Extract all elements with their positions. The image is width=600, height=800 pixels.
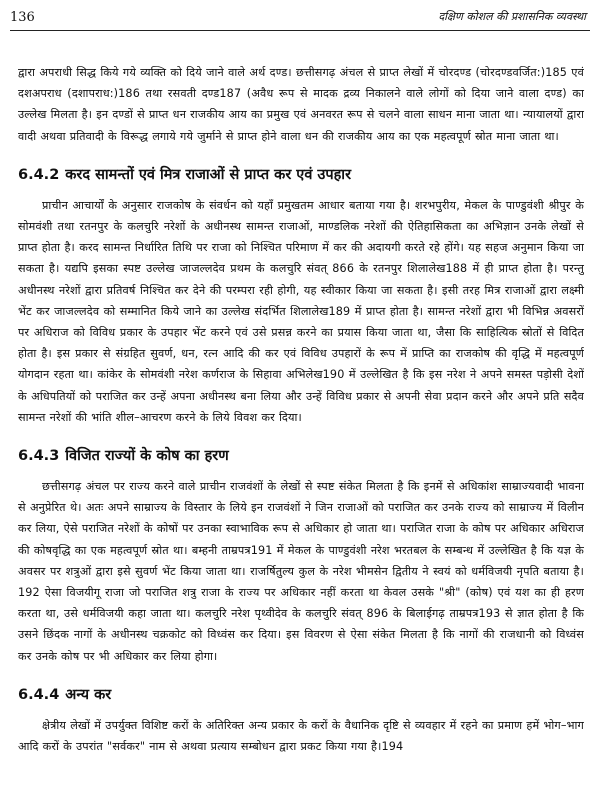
- section-heading-6-4-4: [18, 685, 584, 705]
- section-heading-6-4-3: [18, 446, 584, 466]
- running-title: दक्षिण कोशल की प्रशासनिक व्यवस्था: [438, 10, 586, 23]
- page-body: [18, 62, 584, 769]
- paragraph-other-taxes: क्षेत्रीय लेखों में उपर्युक्त विशिष्ट करों के अतिरिक्त अन्य प्रकार के करों के वैधानिक दृष्टि से व्यवहार में रहने का प्रमाण हमें भोग–भाग आदि करों के उपरांत "सर्वकर" नाम से अथवा प्रत्याय सम्बोधन द्वारा प्रकट किया गया है।194: [18, 718, 584, 754]
- paragraph-fines: द्वारा अपराधी सिद्ध किये गये व्यक्ति को दिये जाने वाले अर्थ दण्ड। छत्तीसगढ़ अंचल से प्राप्त लेखों में चोरदण्ड (चोरदण्डवर्जित:)185 एवं दशअपराध (दशापराध:)186 तथा रसवती दण्ड187 (अवैध रूप से मादक द्रव्य निकालने वाले लोगों को दिया जाने वाला दण्ड) का उल्लेख मिलता है। इन दण्डों से प्राप्त धन राजकीय आय का प्रमुख एवं अनवरत रूप से चलने वाला साधन माना जाता था। न्यायालयों द्वारा वादी अथवा प्रतिवादी के विरूद्ध लगाये गये जुर्माने से प्राप्त होने वाला धन की राजकीय आय का एक महत्वपूर्ण स्रोत माना जाता था।: [18, 66, 584, 143]
- section-title: विजित राज्यों के कोष का हरण: [65, 448, 229, 465]
- paragraph-conquered-treasury: छत्तीसगढ़ अंचल पर राज्य करने वाले प्राचीन राजवंशों के लेखों से स्पष्ट संकेत मिलता है कि इनमें से अधिकांश साम्राज्यवादी भावना से अनुप्रेरित थे। अतः अपने साम्राज्य के विस्तार के लिये इन राजवंशों ने जिन राजाओं को पराजित कर उनके राज्य को साम्राज्य में विलीन कर लिया, ऐसे पराजित नरेशों के कोषों पर उनका स्वाभाविक रूप से अधिकार हो जाता था। पराजित राजा के कोष पर अधिकार अधिराज की कोषवृद्धि का एक महत्वपूर्ण स्रोत था। बम्हनी ताम्रपत्र191 में मेकल के पाण्डुवंशी नरेश भरतबल के सम्बन्ध में उल्लेखित है कि यज्ञ के अवसर पर शत्रुओं द्वारा इसे सुवर्ण भेंट किया जाता था। राजर्षितुल्य कुल के नरेश भीमसेन द्वितीय ने स्वयं को धर्मविजयी नृपति बताया है।192 ऐसा विजयीगू राजा जो पराजित शत्रु राजा के राज्य पर अधिकार नहीं करता था केवल उसके "श्री" (कोष) एवं यश का ही हरण करता था, उसे धर्मविजयी कहा जाता था। कलचुरि नरेश पृथ्वीदेव के कलचुरि संवत् 896 के बिलाईगढ़ ताम्रपत्र193 से ज्ञात होता है कि उसने छिंदक नागों के अधीनस्थ चक्रकोट को विध्वंस कर दिया। इस विवरण से ऐसा संकेत मिलता है कि नागों की राजधानी को विध्वंस कर उनके कोष पर भी अधिकार कर लिया होगा।: [18, 480, 584, 663]
- page-number: 136: [10, 10, 35, 25]
- section-number: 6.4.4: [18, 686, 60, 703]
- paragraph-tributary-taxes: प्राचीन आचार्यों के अनुसार राजकोष के संवर्धन को यहाँ प्रमुखतम आधार बताया गया है। शरभपुरीय, मेकल के पाण्डुवंशी श्रीपुर के सोमवंशी तथा रतनपुर के कलचुरि नरेशों के अधीनस्थ सामन्त राजाओं, माण्डलिक नरेशों की ऐतिहासिकता का अभिज्ञान उनके लेखों से प्राप्त होता है। करद सामन्त निर्धारित तिथि पर राजा को निश्चित परिमाण में कर की अदायगी करते रहे होंगे। यह सहज अनुमान किया जा सकता है। यद्यपि इसका स्पष्ट उल्लेख जाजल्लदेव प्रथम के कलचुरि संवत् 866 के रतनपुर शिलालेख188 में ही प्राप्त होता है। परन्तु अधीनस्थ नरेशों द्वारा प्रतिवर्ष निश्चित कर देने की परम्परा रही होगी, यह स्वीकार किया जा सकता है। इसी तरह मित्र राजाओं द्वारा लक्ष्मी भेंट कर जाजल्लदेव को सम्मानित किये जाने का उल्लेख संदर्भित शिलालेख189 में प्राप्त होता है। सामन्त नरेशों द्वारा भी विभिन्न अवसरों पर अधिराज को विविध प्रकार के उपहार भेंट करने एवं उसे प्रसन्न करने का प्रयास किया जाता था, जैसा कि साहित्यिक स्रोतों से विदित होता है। इस प्रकार से संग्रहित सुवर्ण, धन, रत्न आदि की कर एवं विविध उपहारों के रूप में प्राप्ति का राजकोष की वृद्धि में महत्वपूर्ण योगदान रहता था। कांकेर के सोमवंशी नरेश कर्णराज के सिहावा अभिलेख190 में उल्लेखित है कि इस नरेश ने अपने समस्त पड़ोसी देशों के अधिपतियों को पराजित कर उन्हें अपना अधीनस्थ बना लिया और उन्हें विविध प्रकार से अपनी सेवा प्रदान करने और अपने प्रति सदैव सामन्त नरेशों की भांति शील–आचरण करने के लिये विवश कर दिया।: [18, 198, 584, 424]
- section-number: 6.4.2: [18, 166, 60, 183]
- section-title: अन्य कर: [65, 686, 112, 703]
- page-header: [10, 2, 590, 31]
- section-heading-6-4-2: [18, 165, 584, 185]
- section-number: 6.4.3: [18, 448, 60, 465]
- section-title: करद सामन्तों एवं मित्र राजाओं से प्राप्त कर एवं उपहार: [65, 166, 351, 183]
